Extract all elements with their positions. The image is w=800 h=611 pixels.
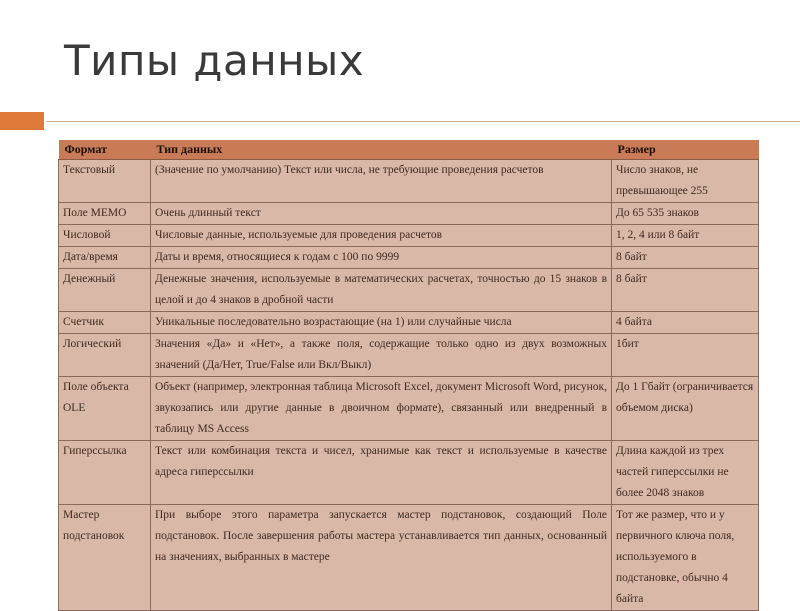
- table-row: [59, 225, 759, 247]
- cell-format: Мастер подстановок: [59, 505, 151, 611]
- cell-format: Поле MEMO: [59, 203, 151, 225]
- cell-format: Счетчик: [59, 312, 151, 334]
- cell-size: 4 байта: [612, 312, 759, 334]
- table-row: [59, 247, 759, 269]
- cell-size: 8 байт: [612, 269, 759, 312]
- cell-size: Число знаков, не превышающее 255: [612, 160, 759, 203]
- cell-size: Тот же размер, что и у первичного ключа поля, используемого в подстановке, обычно 4 байта: [612, 505, 759, 611]
- cell-size: До 65 535 знаков: [612, 203, 759, 225]
- header-data-type: Тип данных: [151, 140, 612, 160]
- table-row: [59, 505, 759, 611]
- table-row: [59, 160, 759, 203]
- cell-description: Денежные значения, используемые в математических расчетах, точностью до 15 знаков в целой и до 4 знаков в дробной части: [151, 269, 612, 312]
- data-types-table-container: [58, 140, 758, 611]
- table-row: [59, 334, 759, 377]
- header-format: Формат: [59, 140, 151, 160]
- cell-size: 8 байт: [612, 247, 759, 269]
- cell-description: При выборе этого параметра запускается мастер подстановок, создающий Поле подстановок. После завершения работы мастера устанавливается тип данных, основанный на значениях, выбранных в мастере: [151, 505, 612, 611]
- cell-format: Гиперссылка: [59, 441, 151, 505]
- table-row: [59, 312, 759, 334]
- cell-description: Очень длинный текст: [151, 203, 612, 225]
- cell-format: Поле объекта OLE: [59, 377, 151, 441]
- slide-title: Типы данных: [64, 36, 365, 85]
- table-row: [59, 441, 759, 505]
- cell-description: Объект (например, электронная таблица Microsoft Excel, документ Microsoft Word, рисунок, звукозапись или другие данные в двоичном формате), связанный или внедренный в таблицу MS Access: [151, 377, 612, 441]
- table-row: [59, 377, 759, 441]
- cell-description: Числовые данные, используемые для проведения расчетов: [151, 225, 612, 247]
- cell-description: Даты и время, относящиеся к годам с 100 по 9999: [151, 247, 612, 269]
- cell-description: Уникальные последовательно возрастающие (на 1) или случайные числа: [151, 312, 612, 334]
- cell-description: Значения «Да» и «Нет», а также поля, содержащие только одно из двух возможных значений (Да/Нет, True/False или Вкл/Выкл): [151, 334, 612, 377]
- data-types-table: [58, 140, 759, 611]
- table-header-row: [59, 140, 759, 160]
- cell-description: Текст или комбинация текста и чисел, хранимые как текст и используемые в качестве адреса гиперссылки: [151, 441, 612, 505]
- cell-format: Логический: [59, 334, 151, 377]
- cell-format: Текстовый: [59, 160, 151, 203]
- table-row: [59, 269, 759, 312]
- accent-bar: [0, 112, 44, 130]
- cell-size: 1, 2, 4 или 8 байт: [612, 225, 759, 247]
- cell-description: (Значение по умолчанию) Текст или числа, не требующие проведения расчетов: [151, 160, 612, 203]
- cell-format: Дата/время: [59, 247, 151, 269]
- cell-size: Длина каждой из трех частей гиперссылки не более 2048 знаков: [612, 441, 759, 505]
- header-size: Размер: [612, 140, 759, 160]
- cell-format: Числовой: [59, 225, 151, 247]
- title-divider: [46, 121, 800, 122]
- cell-size: До 1 Гбайт (ограничивается объемом диска): [612, 377, 759, 441]
- cell-size: 1бит: [612, 334, 759, 377]
- cell-format: Денежный: [59, 269, 151, 312]
- table-row: [59, 203, 759, 225]
